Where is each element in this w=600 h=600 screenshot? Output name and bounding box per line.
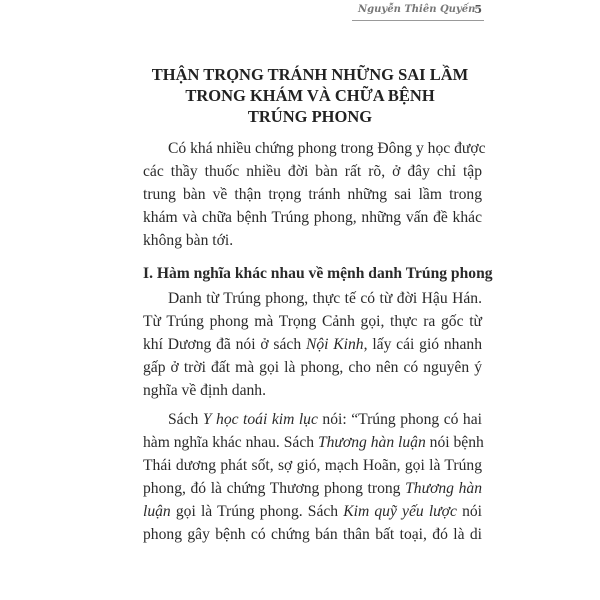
text-run: Có khá nhiều chứng phong trong Đông y học được bbox=[168, 140, 486, 157]
text-run: gấp ở trời đất mà gọi là phong, cho nên có nguyên ý bbox=[143, 359, 482, 376]
text-run: khí Dương đã nói ở sách bbox=[143, 336, 306, 353]
text-line bbox=[143, 431, 482, 454]
text-line bbox=[143, 229, 482, 252]
text-run: phong gây bệnh có chứng bán thân bất toại, đó là di bbox=[143, 526, 482, 543]
italic-book-title: Nội Kinh bbox=[305, 336, 364, 353]
text-line bbox=[143, 356, 482, 379]
header-author: Nguyễn Thiên Quyến bbox=[358, 4, 476, 15]
text-line bbox=[143, 500, 482, 523]
text-run: nói: “Trúng phong có hai bbox=[317, 411, 482, 428]
text-line bbox=[143, 379, 482, 402]
text-run: nghĩa về định danh. bbox=[143, 382, 266, 399]
text-line bbox=[143, 454, 482, 477]
chapter-title bbox=[130, 64, 490, 127]
text-run: khám và chữa bệnh Trúng phong, những vấn đề khác bbox=[143, 209, 482, 226]
text-run: nói bệnh bbox=[425, 434, 484, 451]
text-run: Thái dương phát sốt, sợ gió, mạch Hoãn, gọi là Trúng bbox=[143, 457, 482, 474]
text-run: nói bbox=[456, 503, 482, 520]
italic-book-title: Kim quỹ yếu lược bbox=[343, 503, 457, 520]
text-line bbox=[143, 310, 482, 333]
text-run: phong, đó là chứng Thương phong trong bbox=[143, 480, 406, 497]
section-heading bbox=[143, 262, 493, 285]
text-run: I. Hàm nghĩa khác nhau về mệnh danh Trúng phong bbox=[143, 265, 493, 282]
paragraph bbox=[143, 287, 482, 402]
text-run: , lấy cái gió nhanh bbox=[363, 336, 482, 353]
paragraph bbox=[143, 137, 486, 252]
text-run: Danh từ Trúng phong, thực tế có từ đời Hậu Hán. bbox=[168, 290, 482, 307]
running-header bbox=[352, 2, 484, 21]
text-line bbox=[143, 333, 482, 356]
text-line bbox=[143, 408, 482, 431]
text-run: không bàn tới. bbox=[143, 232, 234, 249]
text-line bbox=[143, 183, 482, 206]
italic-book-title: luận bbox=[143, 503, 171, 520]
text-run: gọi là Trúng phong. Sách bbox=[170, 503, 344, 520]
text-run: Từ Trúng phong mà Trọng Cảnh gọi, thực ra gốc từ bbox=[143, 313, 482, 330]
text-run: trung bàn về thận trọng tránh những sai lầm trong bbox=[143, 186, 482, 203]
text-run: hàm nghĩa khác nhau. Sách bbox=[143, 434, 318, 451]
text-line bbox=[143, 523, 482, 546]
text-line bbox=[143, 206, 482, 229]
text-line bbox=[143, 262, 493, 285]
text-run: các thầy thuốc nhiều đời bàn rất rõ, ở đây chỉ tập bbox=[143, 163, 482, 180]
italic-book-title: Thương hàn bbox=[405, 480, 482, 497]
italic-book-title: Thương hàn luận bbox=[317, 434, 426, 451]
text-line bbox=[143, 477, 482, 500]
title-line: THẬN TRỌNG TRÁNH NHỮNG SAI LẦM bbox=[151, 65, 469, 84]
paragraph bbox=[143, 408, 482, 546]
text-line bbox=[143, 287, 482, 310]
text-line bbox=[143, 137, 486, 160]
title-line: TRONG KHÁM VÀ CHỮA BỆNH bbox=[185, 86, 435, 105]
text-run: Sách bbox=[168, 411, 203, 428]
title-line: TRÚNG PHONG bbox=[247, 107, 373, 126]
italic-book-title: Y học toái kim lục bbox=[202, 411, 318, 428]
page-number: 5 bbox=[474, 3, 482, 16]
text-line bbox=[143, 160, 482, 183]
